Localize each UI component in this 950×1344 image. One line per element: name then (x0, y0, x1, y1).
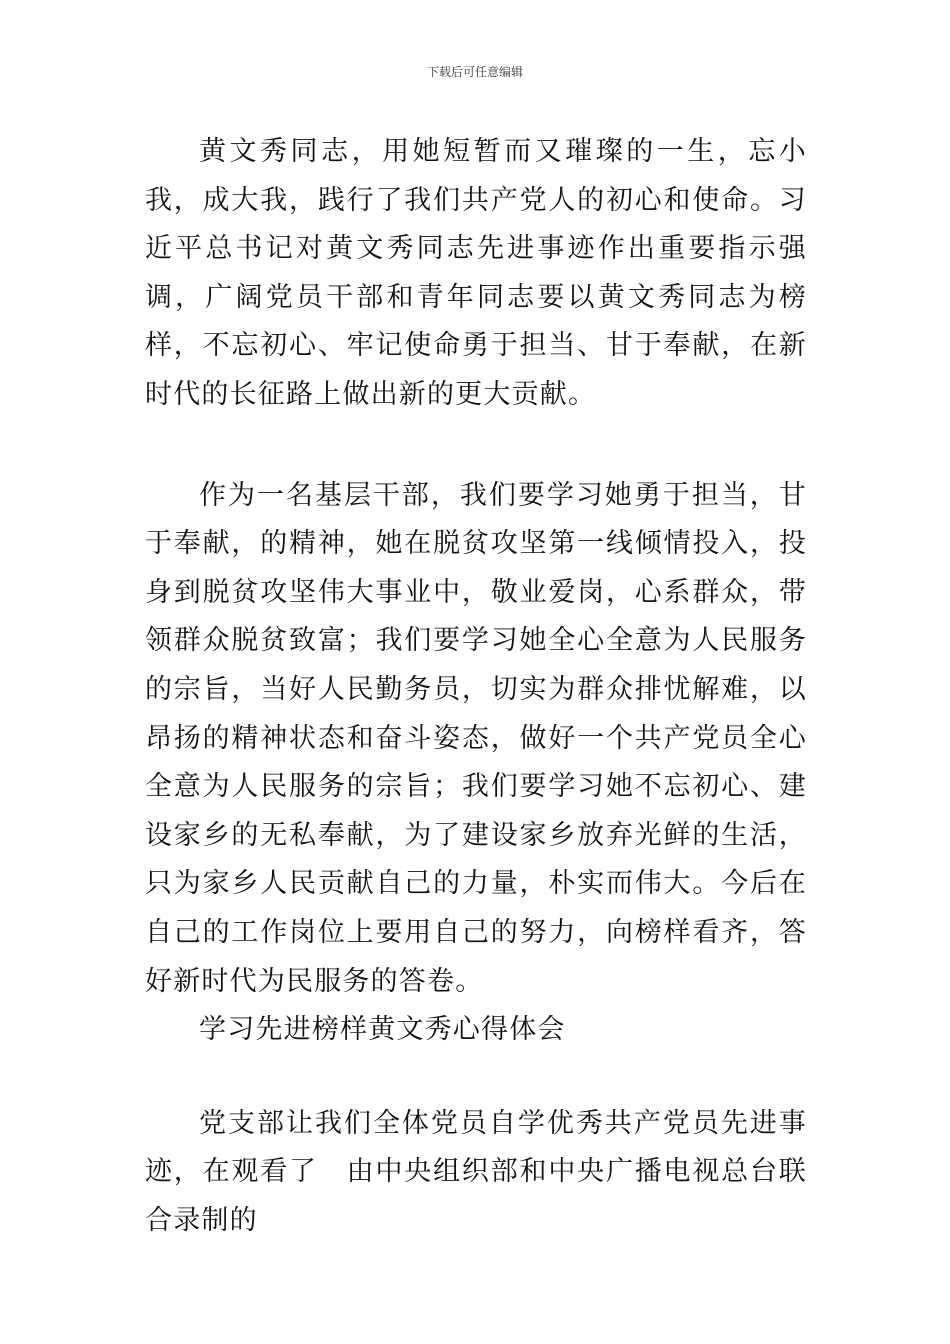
paragraph-1: 黄文秀同志，用她短暂而又璀璨的一生，忘小我，成大我，践行了我们共产党人的初心和使命。习近平总书记对黄文秀同志先进事迹作出重要指示强调，广阔党员干部和青年同志要以黄文秀同志为榜样，不忘初心、牢记使命勇于担当、甘于奉献，在新时代的长征路上做出新的更大贡献。 (145, 136, 807, 410)
paragraph-2: 作为一名基层干部，我们要学习她勇于担当，甘于奉献，的精神，她在脱贫攻坚第一线倾情投入，投身到脱贫攻坚伟大事业中，敬业爱岗，心系群众，带领群众脱贫致富；我们要学习她全心全意为人民服务的宗旨，当好人民勤务员，切实为群众排忧解难，以昂扬的精神状态和奋斗姿态，做好一个共产党员全心全意为人民服务的宗旨；我们要学习她不忘初心、建设家乡的无私奉献，为了建设家乡放弃光鲜的生活，只为家乡人民贡献自己的力量，朴实而伟大。今后在自己的工作岗位上要用自己的努力，向榜样看齐，答好新时代为民服务的答卷。 (145, 479, 807, 997)
document-body (145, 128, 807, 1245)
header-note: 下载后可任意编辑 (426, 65, 523, 79)
paragraph-3: 党支部让我们全体党员自学优秀共产党员先进事迹，在观看了 由中央组织部和中央广播电视总台联合录制的 (145, 1107, 807, 1236)
section-heading: 学习先进榜样黄文秀心得体会 (199, 1014, 566, 1046)
